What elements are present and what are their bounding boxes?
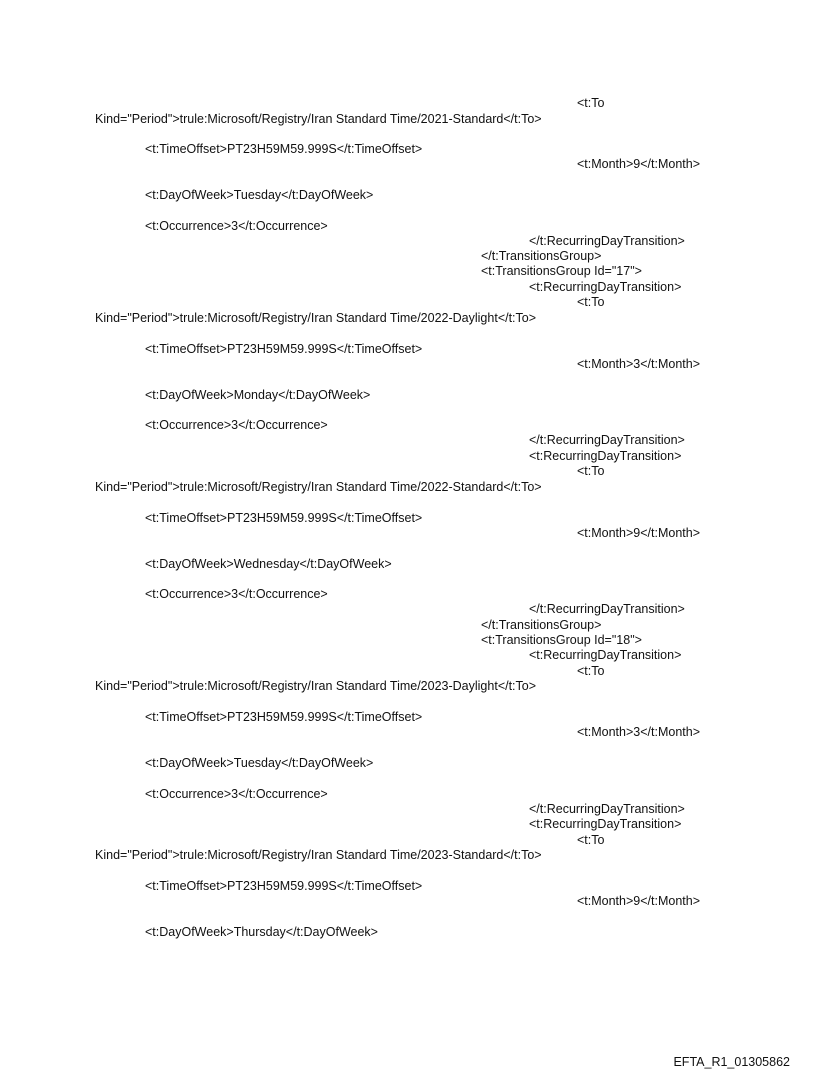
- xml-line: <t:TimeOffset>PT23H59M59.999S</t:TimeOffset>: [145, 511, 423, 525]
- xml-line: <t:DayOfWeek>Tuesday</t:DayOfWeek>: [145, 756, 374, 770]
- xml-line: <t:RecurringDayTransition>: [529, 449, 682, 463]
- xml-line: <t:Occurrence>3</t:Occurrence>: [145, 787, 328, 801]
- xml-line: <t:Occurrence>3</t:Occurrence>: [145, 219, 328, 233]
- xml-line: <t:Month>9</t:Month>: [577, 894, 700, 908]
- xml-line: <t:Month>9</t:Month>: [577, 157, 700, 171]
- xml-line: Kind="Period">trule:Microsoft/Registry/Iran Standard Time/2022-Daylight</t:To>: [95, 311, 537, 325]
- xml-line: <t:DayOfWeek>Tuesday</t:DayOfWeek>: [145, 188, 374, 202]
- xml-line: <t:To: [577, 464, 605, 478]
- xml-line: <t:Occurrence>3</t:Occurrence>: [145, 418, 328, 432]
- xml-line: <t:RecurringDayTransition>: [529, 280, 682, 294]
- xml-line: </t:RecurringDayTransition>: [529, 234, 685, 248]
- xml-line: <t:DayOfWeek>Wednesday</t:DayOfWeek>: [145, 557, 392, 571]
- xml-line: </t:RecurringDayTransition>: [529, 433, 685, 447]
- xml-line: </t:TransitionsGroup>: [481, 618, 602, 632]
- xml-line: <t:RecurringDayTransition>: [529, 817, 682, 831]
- xml-line: <t:TimeOffset>PT23H59M59.999S</t:TimeOffset>: [145, 710, 423, 724]
- xml-line: Kind="Period">trule:Microsoft/Registry/Iran Standard Time/2021-Standard</t:To>: [95, 112, 542, 126]
- xml-line: Kind="Period">trule:Microsoft/Registry/Iran Standard Time/2023-Standard</t:To>: [95, 848, 542, 862]
- xml-line: <t:TimeOffset>PT23H59M59.999S</t:TimeOffset>: [145, 879, 423, 893]
- xml-line: <t:TransitionsGroup Id="17">: [481, 264, 642, 278]
- xml-line: <t:Month>3</t:Month>: [577, 357, 700, 371]
- xml-line: <t:TimeOffset>PT23H59M59.999S</t:TimeOffset>: [145, 342, 423, 356]
- xml-line: <t:Month>9</t:Month>: [577, 526, 700, 540]
- xml-line: <t:Occurrence>3</t:Occurrence>: [145, 587, 328, 601]
- xml-line: </t:TransitionsGroup>: [481, 249, 602, 263]
- xml-line: Kind="Period">trule:Microsoft/Registry/Iran Standard Time/2022-Standard</t:To>: [95, 480, 542, 494]
- xml-line: <t:RecurringDayTransition>: [529, 648, 682, 662]
- xml-line: <t:TimeOffset>PT23H59M59.999S</t:TimeOffset>: [145, 142, 423, 156]
- xml-line: <t:TransitionsGroup Id="18">: [481, 633, 642, 647]
- xml-line: <t:To: [577, 295, 605, 309]
- xml-line: <t:To: [577, 833, 605, 847]
- xml-line: <t:To: [577, 96, 605, 110]
- xml-line: Kind="Period">trule:Microsoft/Registry/Iran Standard Time/2023-Daylight</t:To>: [95, 679, 537, 693]
- document-id-footer: EFTA_R1_01305862: [673, 1055, 790, 1069]
- xml-line: </t:RecurringDayTransition>: [529, 802, 685, 816]
- xml-line: <t:To: [577, 664, 605, 678]
- xml-line: <t:Month>3</t:Month>: [577, 725, 700, 739]
- xml-line: <t:DayOfWeek>Thursday</t:DayOfWeek>: [145, 925, 378, 939]
- xml-line: <t:DayOfWeek>Monday</t:DayOfWeek>: [145, 388, 371, 402]
- xml-line: </t:RecurringDayTransition>: [529, 602, 685, 616]
